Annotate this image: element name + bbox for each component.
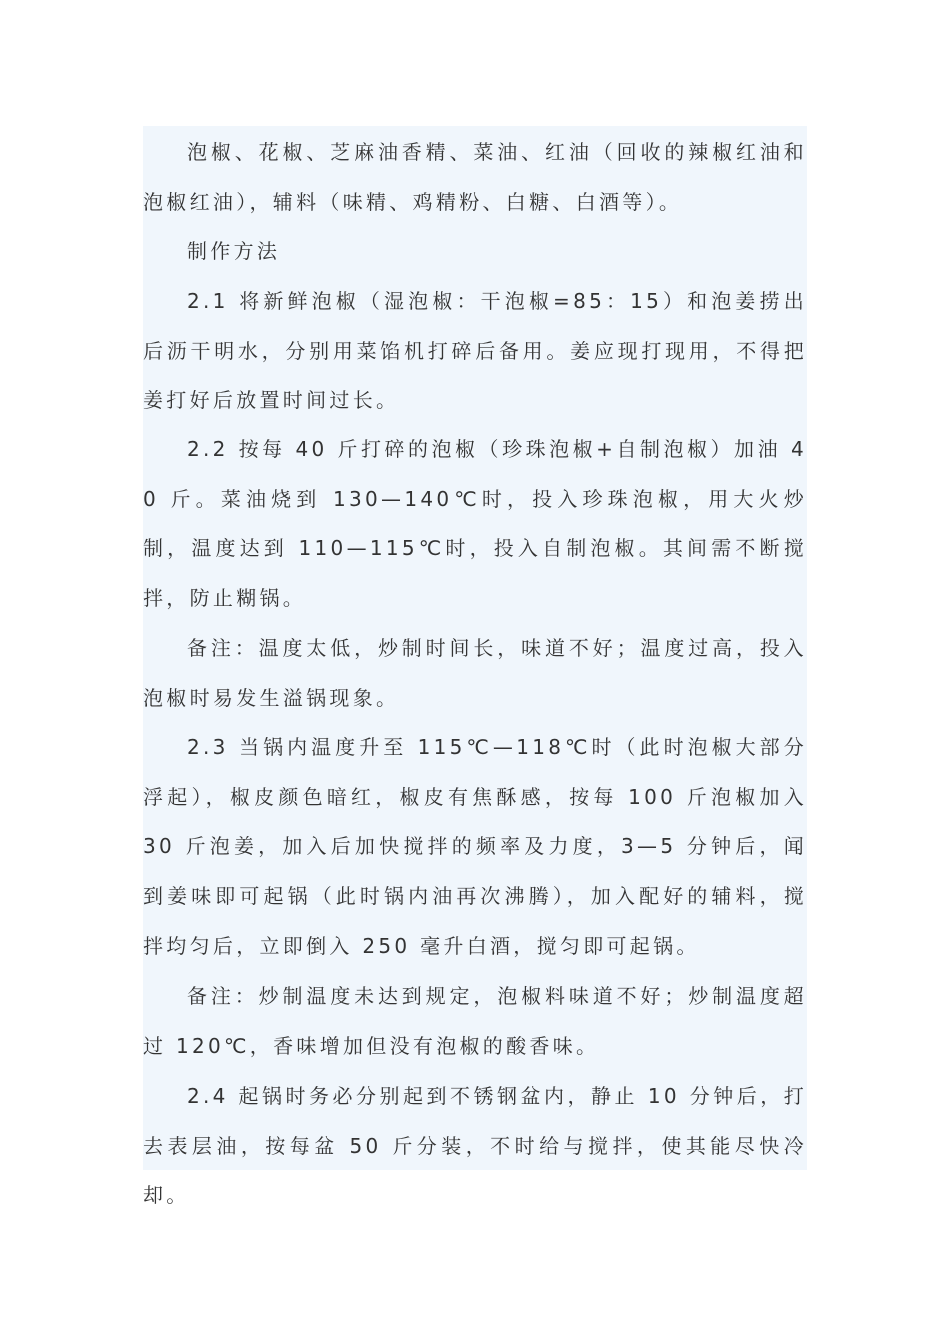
paragraph-note-2: 备注：炒制温度未达到规定，泡椒料味道不好；炒制温度超过 120℃，香味增加但没有泡椒的酸香味。 xyxy=(143,984,807,1058)
paragraph-method-heading: 制作方法 xyxy=(187,239,281,263)
document-text-block xyxy=(143,126,807,1208)
paragraph-step-2-2: 2.2 按每 40 斤打碎的泡椒（珍珠泡椒+自制泡椒）加油 40 斤。菜油烧到 130—140℃时，投入珍珠泡椒，用大火炒制，温度达到 110—115℃时，投入自制泡椒。其间需不断搅拌，防止糊锅。 xyxy=(143,437,807,611)
paragraph-note-1: 备注：温度太低，炒制时间长，味道不好；温度过高，投入泡椒时易发生溢锅现象。 xyxy=(143,636,807,710)
paragraph-step-2-1: 2.1 将新鲜泡椒（湿泡椒：干泡椒=85：15）和泡姜捞出后沥干明水，分别用菜馅机打碎后备用。姜应现打现用，不得把姜打好后放置时间过长。 xyxy=(143,289,807,413)
paragraph-step-2-3: 2.3 当锅内温度升至 115℃—118℃时（此时泡椒大部分浮起），椒皮颜色暗红，椒皮有焦酥感，按每 100 斤泡椒加入 30 斤泡姜，加入后加快搅拌的频率及力度，3—5 分钟后，闻到姜味即可起锅（此时锅内油再次沸腾），加入配好的辅料，搅拌均匀后，立即倒入 250 毫升白酒，搅匀即可起锅。 xyxy=(143,735,807,958)
paragraph-ingredients: 泡椒、花椒、芝麻油香精、菜油、红油（回收的辣椒红油和泡椒红油），辅料（味精、鸡精粉、白糖、白酒等）。 xyxy=(143,140,807,214)
paragraph-step-2-4: 2.4 起锅时务必分别起到不锈钢盆内，静止 10 分钟后，打去表层油，按每盆 50 斤分装，不时给与搅拌，使其能尽快冷却。 xyxy=(143,1084,807,1208)
